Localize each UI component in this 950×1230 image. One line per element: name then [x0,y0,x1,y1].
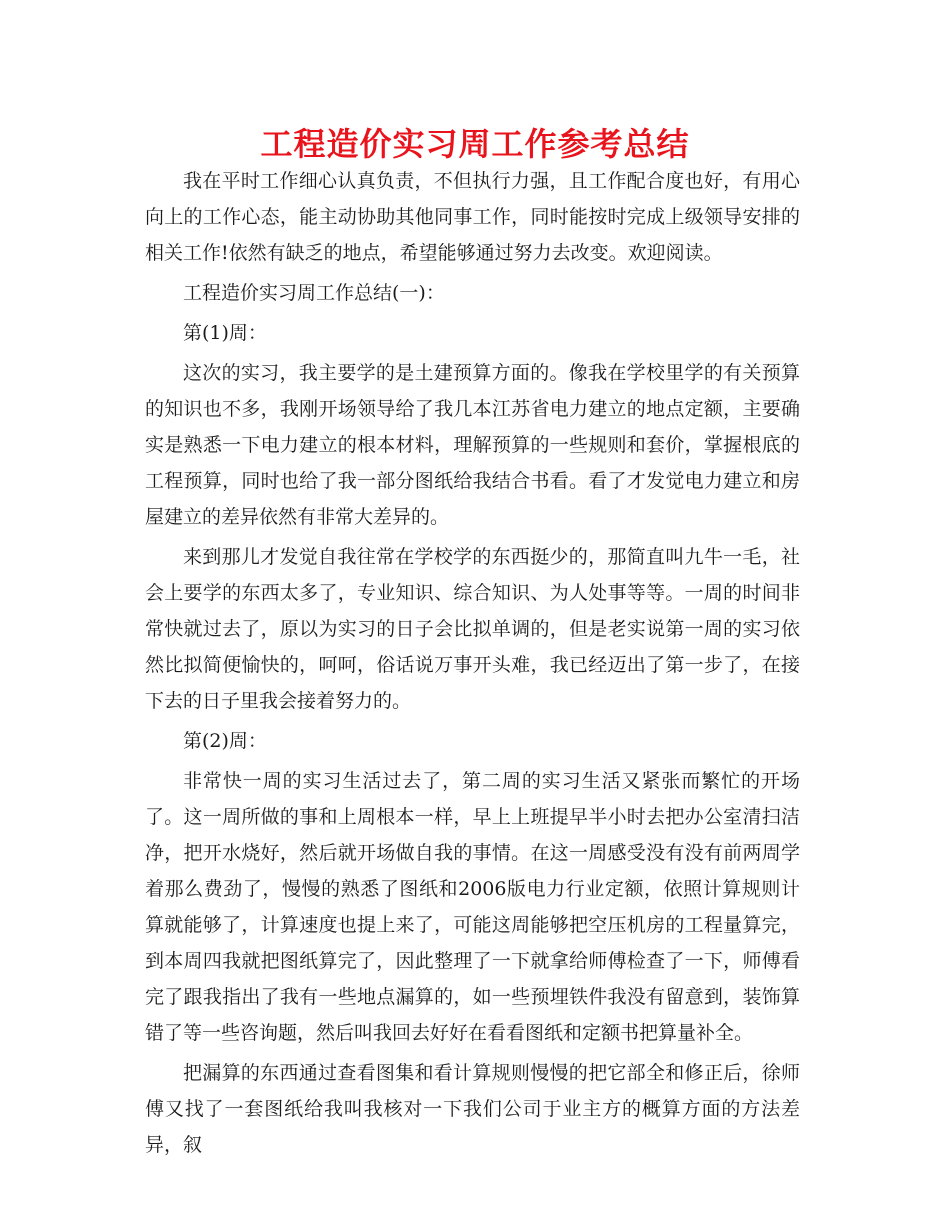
body-paragraph: 非常快一周的实习生活过去了，第二周的实习生活又紧张而繁忙的开场了。这一周所做的事和上周根本一样，早上上班提早半小时去把办公室清扫洁净，把开水烧好，然后就开场做自我的事情。在这一周感受没有没有前两周学着那么费劲了，慢慢的熟悉了图纸和2006版电力行业定额，依照计算规则计算就能够了，计算速度也提上来了，可能这周能够把空压机房的工程量算完，到本周四我就把图纸算完了，因此整理了一下就拿给师傅检查了一下，师傅看完了跟我指出了我有一些地点漏算的，如一些预埋铁件我没有留意到，装饰算错了等一些咨询题，然后叫我回去好好在看看图纸和定额书把算量补全。 [145,770,800,1044]
section-heading: 工程造价实习周工作总结(一)： [183,282,445,304]
week-heading: 第(2)周： [183,730,267,752]
body-paragraph: 来到那儿才发觉自我往常在学校学的东西挺少的，那简直叫九牛一毛，社会上要学的东西太多了，专业知识、综合知识、为人处事等等。一周的时间非常快就过去了，原以为实习的日子会比拟单调的，但是老实说第一周的实习依然比拟简便愉快的，呵呵，俗话说万事开头难，我已经迈出了第一步了，在接下去的日子里我会接着努力的。 [145,546,800,712]
document-body [145,163,800,1163]
body-paragraph: 这次的实习，我主要学的是土建预算方面的。像我在学校里学的有关预算的知识也不多，我刚开场领导给了我几本江苏省电力建立的地点定额，主要确实是熟悉一下电力建立的根本材料，理解预算的一些规则和套价，掌握根底的工程预算，同时也给了我一部分图纸给我结合书看。看了才发觉电力建立和房屋建立的差异依然有非常大差异的。 [145,362,800,528]
document-title: 工程造价实习周工作参考总结 [260,125,690,163]
intro-paragraph: 我在平时工作细心认真负责，不但执行力强，且工作配合度也好，有用心向上的工作心态，能主动协助其他同事工作，同时能按时完成上级领导安排的相关工作!依然有缺乏的地点，希望能够通过努力去改变。欢迎阅读。 [145,170,800,264]
body-paragraph: 把漏算的东西通过查看图集和看计算规则慢慢的把它部全和修正后，徐师傅又找了一套图纸给我叫我核对一下我们公司于业主方的概算方面的方法差异，叙 [145,1062,800,1156]
week-heading: 第(1)周： [183,322,267,344]
